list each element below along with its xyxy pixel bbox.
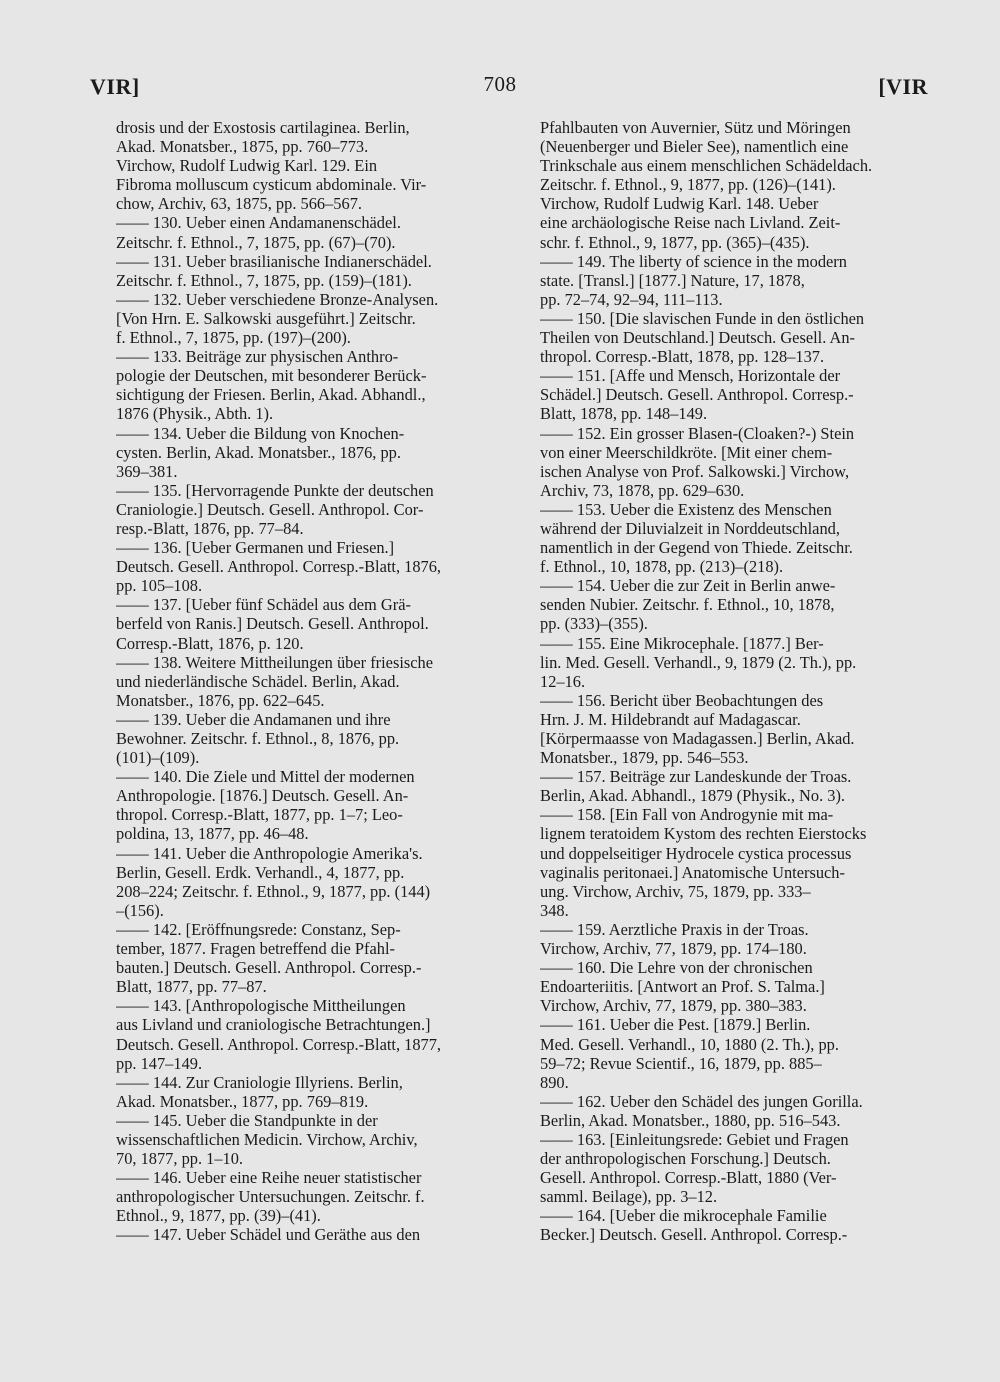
- text-line: —— 163. [Einleitungsrede: Gebiet und Fragen: [540, 1129, 849, 1149]
- text-line: pologie der Deutschen, mit besonderer Berück-: [116, 366, 427, 386]
- text-line: (101)–(109).: [116, 748, 200, 768]
- text-line: Berlin, Akad. Monatsber., 1880, pp. 516–543.: [540, 1110, 841, 1130]
- text-line: Corresp.-Blatt, 1876, p. 120.: [116, 633, 304, 653]
- text-line: Anthropologie. [1876.] Deutsch. Gesell. An-: [116, 786, 409, 806]
- text-line: Trinkschale aus einem menschlichen Schädeldach.: [540, 156, 873, 176]
- text-line: lin. Med. Gesell. Verhandl., 9, 1879 (2. Th.), pp.: [540, 652, 857, 672]
- text-line: pp. 147–149.: [116, 1053, 203, 1073]
- text-line: ung. Virchow, Archiv, 75, 1879, pp. 333–: [540, 881, 811, 901]
- text-line: —— 164. [Ueber die mikrocephale Familie: [540, 1206, 827, 1226]
- text-line: —— 134. Ueber die Bildung von Knochen-: [116, 423, 405, 443]
- text-line: [Körpermaasse von Madagassen.] Berlin, Akad.: [540, 729, 855, 748]
- text-line: 1876 (Physik., Abth. 1).: [116, 404, 274, 424]
- text-line: 369–381.: [116, 461, 178, 481]
- text-line: schr. f. Ethnol., 9, 1877, pp. (365)–(435).: [540, 232, 810, 252]
- text-line: Endoarteriitis. [Antwort an Prof. S. Talma.]: [540, 977, 825, 997]
- text-line: eine archäologische Reise nach Livland. Zeit-: [540, 213, 841, 233]
- text-line: Zeitschr. f. Ethnol., 7, 1875, pp. (159)–(181).: [116, 270, 412, 290]
- text-line: —— 145. Ueber die Standpunkte in der: [116, 1110, 378, 1130]
- text-line: Blatt, 1877, pp. 77–87.: [116, 977, 267, 997]
- text-line: drosis und der Exostosis cartilaginea. Berlin,: [116, 118, 410, 137]
- text-line: Craniologie.] Deutsch. Gesell. Anthropol. Cor-: [116, 499, 424, 519]
- text-line: wissenschaftlichen Medicin. Virchow, Archiv,: [116, 1129, 418, 1149]
- text-line: senden Nubier. Zeitschr. f. Ethnol., 10, 1878,: [540, 595, 835, 615]
- text-line: Berlin, Gesell. Erdk. Verhandl., 4, 1877, pp.: [116, 862, 405, 882]
- text-line: —— 131. Ueber brasilianische Indianerschädel.: [116, 251, 432, 271]
- text-line: thropol. Corresp.-Blatt, 1877, pp. 1–7; Leo-: [116, 805, 403, 825]
- text-line: samml. Beilage), pp. 3–12.: [540, 1187, 718, 1207]
- text-line: Becker.] Deutsch. Gesell. Anthropol. Corresp.-: [540, 1225, 848, 1245]
- text-line: —— 159. Aerztliche Praxis in der Troas.: [540, 919, 809, 939]
- running-head-left: VIR]: [90, 74, 140, 99]
- text-line: der anthropologischen Forschung.] Deutsch.: [540, 1149, 831, 1169]
- text-line: —— 157. Beiträge zur Landeskunde der Troas.: [540, 767, 852, 787]
- text-line: —— 160. Die Lehre von der chronischen: [540, 958, 813, 978]
- text-line: —— 144. Zur Craniologie Illyriens. Berlin,: [116, 1072, 403, 1092]
- text-line: Zeitschr. f. Ethnol., 7, 1875, pp. (67)–(70).: [116, 232, 396, 252]
- text-line: Archiv, 73, 1878, pp. 629–630.: [540, 480, 745, 500]
- left-column: [116, 118, 500, 1245]
- text-line: —— 139. Ueber die Andamanen und ihre: [116, 709, 391, 729]
- text-line: Virchow, Archiv, 77, 1879, pp. 380–383.: [540, 996, 807, 1016]
- text-line: Gesell. Anthropol. Corresp.-Blatt, 1880 (Ver-: [540, 1168, 837, 1188]
- text-line: Virchow, Rudolf Ludwig Karl. 129. Ein: [116, 156, 378, 176]
- text-line: Zeitschr. f. Ethnol., 9, 1877, pp. (126)–(141).: [540, 175, 836, 195]
- text-line: Berlin, Akad. Abhandl., 1879 (Physik., No. 3).: [540, 786, 846, 806]
- text-line: —— 156. Bericht über Beobachtungen des: [540, 690, 824, 710]
- text-line: Pfahlbauten von Auvernier, Sütz und Möringen: [540, 118, 851, 137]
- text-line: Theilen von Deutschland.] Deutsch. Gesell. An-: [540, 328, 855, 348]
- text-line: —— 135. [Hervorragende Punkte der deutschen: [116, 480, 434, 500]
- text-line: —— 152. Ein grosser Blasen-(Cloaken?-) Stein: [540, 423, 855, 443]
- text-line: —— 143. [Anthropologische Mittheilungen: [116, 996, 406, 1016]
- text-line: tember, 1877. Fragen betreffend die Pfahl-: [116, 939, 395, 959]
- text-line: cysten. Berlin, Akad. Monatsber., 1876, pp.: [116, 442, 401, 462]
- text-line: Deutsch. Gesell. Anthropol. Corresp.-Blatt, 1877,: [116, 1034, 442, 1054]
- right-column: [540, 118, 932, 1245]
- text-line: Med. Gesell. Verhandl., 10, 1880 (2. Th.), pp.: [540, 1034, 839, 1054]
- text-line: Bewohner. Zeitschr. f. Ethnol., 8, 1876, pp.: [116, 729, 400, 748]
- text-line: state. [Transl.] [1877.] Nature, 17, 1878,: [540, 270, 805, 290]
- text-line: –(156).: [116, 900, 164, 920]
- text-line: 348.: [540, 900, 569, 920]
- text-line: ischen Analyse von Prof. Salkowski.] Virchow,: [540, 461, 850, 481]
- text-line: f. Ethnol., 7, 1875, pp. (197)–(200).: [116, 328, 351, 348]
- text-line: Fibroma molluscum cysticum abdominale. Vir-: [116, 175, 427, 195]
- text-line: sichtigung der Friesen. Berlin, Akad. Abhandl.,: [116, 385, 426, 405]
- text-line: —— 132. Ueber verschiedene Bronze-Analysen.: [116, 289, 439, 309]
- text-line: —— 158. [Ein Fall von Androgynie mit ma-: [540, 805, 834, 825]
- text-line: und niederländische Schädel. Berlin, Akad.: [116, 671, 400, 691]
- text-line: Blatt, 1878, pp. 148–149.: [540, 404, 708, 424]
- text-line: chow, Archiv, 63, 1875, pp. 566–567.: [116, 194, 362, 214]
- text-line: —— 153. Ueber die Existenz des Menschen: [540, 499, 832, 519]
- text-line: vaginalis peritonaei.] Anatomische Untersuch-: [540, 862, 845, 882]
- text-line: —— 155. Eine Mikrocephale. [1877.] Ber-: [540, 633, 824, 653]
- text-line: Deutsch. Gesell. Anthropol. Corresp.-Blatt, 1876,: [116, 557, 442, 577]
- text-line: Ethnol., 9, 1877, pp. (39)–(41).: [116, 1206, 321, 1226]
- text-line: Schädel.] Deutsch. Gesell. Anthropol. Corresp.-: [540, 385, 854, 405]
- text-line: 70, 1877, pp. 1–10.: [116, 1149, 244, 1169]
- text-line: und doppelseitiger Hydrocele cystica processus: [540, 843, 852, 863]
- text-line: (Neuenberger und Bieler See), namentlich eine: [540, 137, 849, 157]
- text-line: —— 142. [Eröffnungsrede: Constanz, Sep-: [116, 919, 401, 939]
- text-line: —— 149. The liberty of science in the modern: [540, 251, 847, 271]
- text-line: berfeld von Ranis.] Deutsch. Gesell. Anthropol.: [116, 614, 429, 634]
- text-line: während der Diluvialzeit in Norddeutschland,: [540, 518, 840, 538]
- text-line: Virchow, Archiv, 77, 1879, pp. 174–180.: [540, 939, 807, 959]
- text-line: f. Ethnol., 10, 1878, pp. (213)–(218).: [540, 557, 784, 577]
- text-line: Monatsber., 1876, pp. 622–645.: [116, 690, 325, 710]
- text-line: —— 136. [Ueber Germanen und Friesen.]: [116, 538, 395, 558]
- text-line: von einer Meerschildkröte. [Mit einer chem-: [540, 442, 833, 462]
- text-line: 208–224; Zeitschr. f. Ethnol., 9, 1877, pp. (144): [116, 881, 431, 901]
- text-line: [Von Hrn. E. Salkowski ausgeführt.] Zeitschr.: [116, 308, 416, 328]
- text-line: 59–72; Revue Scientif., 16, 1879, pp. 885–: [540, 1053, 822, 1073]
- text-line: 890.: [540, 1072, 569, 1092]
- text-line: Hrn. J. M. Hildebrandt auf Madagascar.: [540, 709, 801, 729]
- text-line: Virchow, Rudolf Ludwig Karl. 148. Ueber: [540, 194, 819, 214]
- text-line: aus Livland und craniologische Betrachtungen.]: [116, 1015, 431, 1035]
- text-line: Akad. Monatsber., 1875, pp. 760–773.: [116, 137, 369, 157]
- text-line: —— 161. Ueber die Pest. [1879.] Berlin.: [540, 1015, 811, 1035]
- text-line: resp.-Blatt, 1876, pp. 77–84.: [116, 518, 304, 538]
- text-line: pp. 72–74, 92–94, 111–113.: [540, 289, 723, 309]
- text-line: lignem teratoidem Kystom des rechten Eierstocks: [540, 824, 867, 844]
- running-head-right: [VIR: [878, 74, 928, 99]
- text-line: Monatsber., 1879, pp. 546–553.: [540, 748, 749, 768]
- text-line: pp. (333)–(355).: [540, 614, 648, 634]
- page-number: 708: [483, 72, 517, 96]
- text-line: poldina, 13, 1877, pp. 46–48.: [116, 824, 309, 844]
- text-line: —— 146. Ueber eine Reihe neuer statistischer: [116, 1168, 422, 1188]
- text-line: —— 141. Ueber die Anthropologie Amerika's.: [116, 843, 423, 863]
- text-line: anthropologischer Untersuchungen. Zeitschr. f.: [116, 1187, 425, 1207]
- text-line: Akad. Monatsber., 1877, pp. 769–819.: [116, 1091, 369, 1111]
- text-line: —— 133. Beiträge zur physischen Anthro-: [116, 347, 399, 367]
- text-line: —— 130. Ueber einen Andamanenschädel.: [116, 213, 401, 233]
- text-line: —— 151. [Affe und Mensch, Horizontale der: [540, 366, 841, 386]
- text-line: —— 154. Ueber die zur Zeit in Berlin anwe-: [540, 576, 836, 596]
- text-line: bauten.] Deutsch. Gesell. Anthropol. Corresp.-: [116, 958, 422, 978]
- text-line: —— 138. Weitere Mittheilungen über friesische: [116, 652, 433, 672]
- text-line: 12–16.: [540, 671, 586, 691]
- text-line: pp. 105–108.: [116, 576, 203, 596]
- text-line: —— 140. Die Ziele und Mittel der modernen: [116, 767, 415, 787]
- text-line: namentlich in der Gegend von Thiede. Zeitschr.: [540, 538, 853, 558]
- text-line: —— 137. [Ueber fünf Schädel aus dem Grä-: [116, 595, 411, 615]
- text-line: —— 147. Ueber Schädel und Geräthe aus den: [116, 1225, 421, 1245]
- text-line: thropol. Corresp.-Blatt, 1878, pp. 128–137.: [540, 347, 825, 367]
- text-line: —— 162. Ueber den Schädel des jungen Gorilla.: [540, 1091, 863, 1111]
- text-line: —— 150. [Die slavischen Funde in den östlichen: [540, 308, 865, 328]
